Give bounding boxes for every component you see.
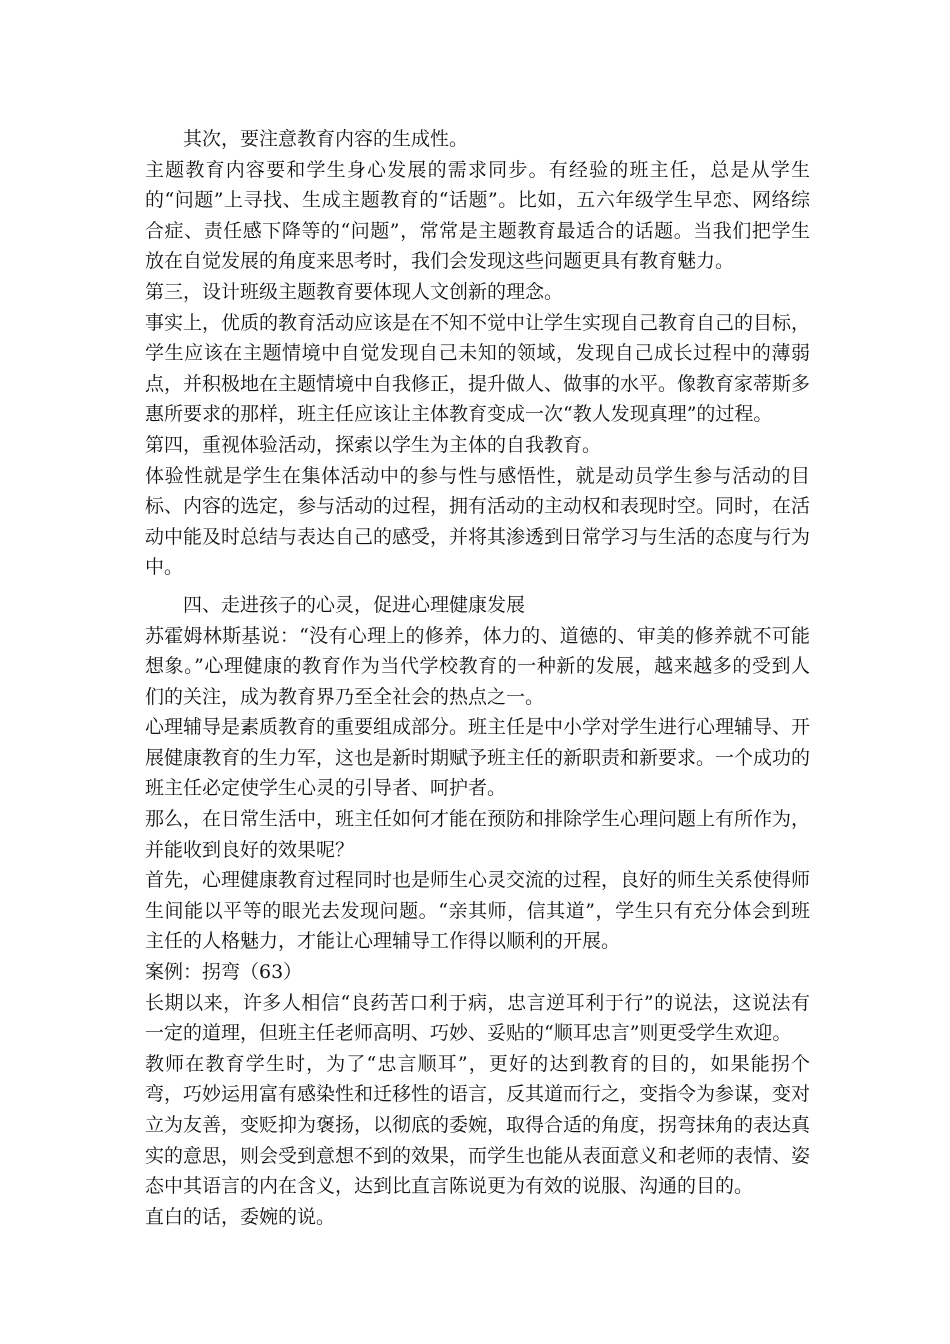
body-paragraph: 教师在教育学生时，为了“忠言顺耳”，更好的达到教育的目的，如果能拐个弯，巧妙运用富有感染性和迁移性的语言，反其道而行之，变指令为参谋，变对立为友善，变贬抑为褒扬，以彻底的委婉，取得合适的角度，拐弯抹角的表达真实的意思，则会受到意想不到的效果，而学生也能从表面意义和老师的表情、姿态中其语言的内在含义，达到比直言陈说更为有效的说服、沟通的目的。 — [145, 1052, 811, 1198]
case-heading: 案例：拐弯（63） — [145, 961, 303, 984]
body-paragraph: 体验性就是学生在集体活动中的参与性与感悟性，就是动员学生参与活动的目标、内容的选定，参与活动的过程，拥有活动的主动权和表现时空。同时，在活动中能及时总结与表达自己的感受，并将其渗透到日常学习与生活的态度与行为中。 — [145, 464, 811, 579]
section-heading-content-generation: 其次，要注意教育内容的生成性。 — [183, 128, 469, 150]
body-paragraph: 苏霍姆林斯基说：“没有心理上的修养，体力的、道德的、审美的修养就不可能想象。”心理健康的教育作为当代学校教育的一种新的发展，越来越多的受到人们的关注，成为教育界乃至全社会的热点之一。 — [145, 624, 810, 708]
body-paragraph: 那么，在日常生活中，班主任如何才能在预防和排除学生心理问题上有所作为，并能收到良好的效果呢？ — [145, 808, 811, 861]
chapter-heading-mental-health: 四、走进孩子的心灵，促进心理健康发展 — [183, 593, 526, 616]
body-paragraph: 事实上，优质的教育活动应该是在不知不觉中让学生实现自己教育自己的目标，学生应该在主题情境中自觉发现自己未知的领域，发现自己成长过程中的薄弱点，并积极地在主题情境中自我修正，提升做人、做事的水平。像教育家蒂斯多惠所要求的那样，班主任应该让主体教育变成一次“教人发现真理”的过程。 — [145, 311, 811, 426]
body-paragraph: 心理辅导是素质教育的重要组成部分。班主任是中小学对学生进行心理辅导、开展健康教育的生力军，这也是新时期赋予班主任的新职责和新要求。一个成功的班主任必定使学生心灵的引导者、呵护者。 — [145, 716, 811, 800]
body-paragraph: 直白的话，委婉的说。 — [145, 1205, 336, 1228]
section-heading-humanistic-innovation: 第三，设计班级主题教育要体现人文创新的理念。 — [145, 280, 564, 303]
body-paragraph: 主题教育内容要和学生身心发展的需求同步。有经验的班主任，总是从学生的“问题”上寻找、生成主题教育的“话题”。比如，五六年级学生早恋、网络综合症、责任感下降等的“问题”，常常是主题教育最适合的话题。当我们把学生放在自觉发展的角度来思考时，我们会发现这些问题更具有教育魅力。 — [145, 158, 810, 273]
document-page — [145, 124, 810, 1232]
section-heading-experiential-activities: 第四，重视体验活动，探索以学生为主体的自我教育。 — [145, 433, 602, 456]
body-paragraph: 首先，心理健康教育过程同时也是师生心灵交流的过程，良好的师生关系使得师生间能以平等的眼光去发现问题。“亲其师，信其道”，学生只有充分体会到班主任的人格魅力，才能让心理辅导工作得以顺利的开展。 — [145, 869, 811, 953]
body-paragraph: 长期以来，许多人相信“良药苦口利于病，忠言逆耳利于行”的说法，这说法有一定的道理，但班主任老师高明、巧妙、妥贴的“顺耳忠言”则更受学生欢迎。 — [145, 991, 810, 1045]
